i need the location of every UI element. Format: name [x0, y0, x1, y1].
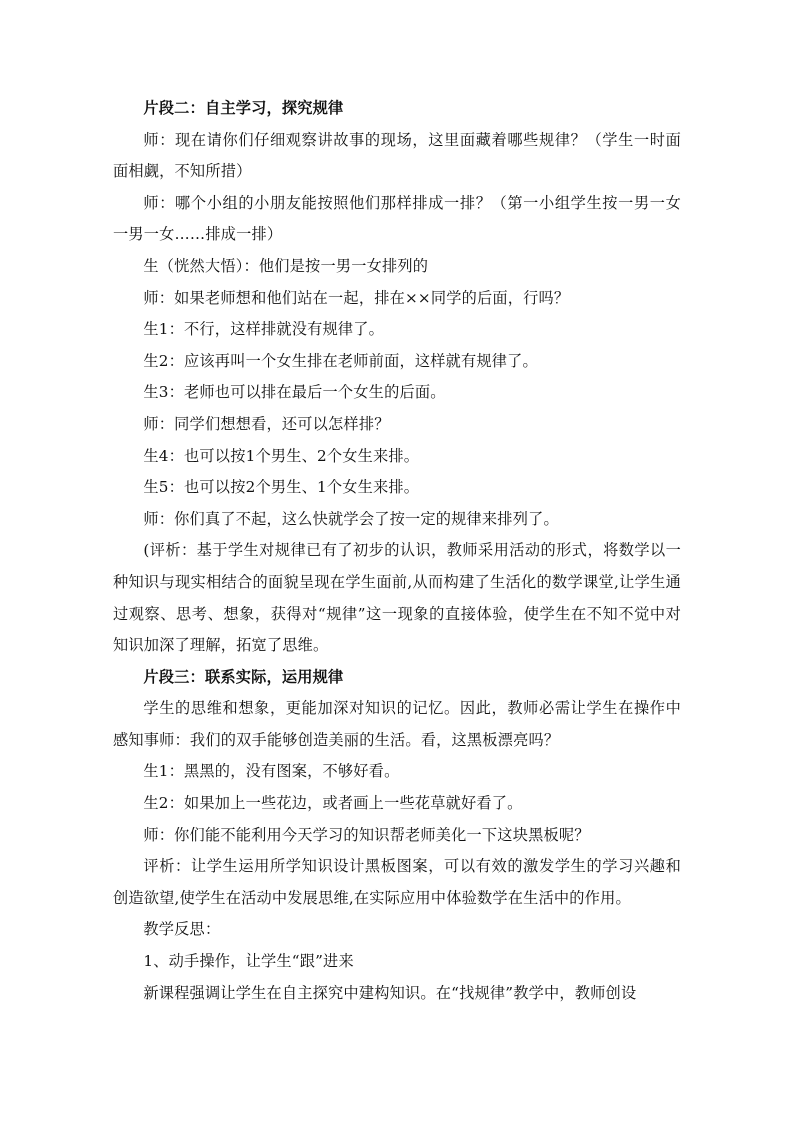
paragraph: 生（恍然大悟）：他们是按一男一女排列的 [143, 256, 429, 275]
section-heading-3: 片段三：联系实际，运用规律 [143, 667, 344, 686]
paragraph: 新课程强调让学生在自主探究中建构知识。在“找规律”教学中，教师创设 [143, 983, 637, 1002]
paragraph: 师：你们真了不起，这么快就学会了按一定的规律来排列了。 [143, 509, 559, 528]
paragraph: 师：如果老师想和他们站在一起，排在××同学的后面，行吗？ [143, 288, 570, 307]
paragraph: 生1：不行，这样排就没有规律了。 [143, 320, 385, 339]
paragraph: 师：哪个小组的小朋友能按照他们那样排成一排？（第一小组学生按一男一女一男一女……排成一排） [113, 193, 681, 244]
paragraph: 师：同学们想想看，还可以怎样排？ [143, 414, 390, 433]
reflection-heading: 教学反思： [143, 920, 221, 939]
paragraph: 师：你们能不能利用今天学习的知识帮老师美化一下这块黑板呢？ [143, 825, 590, 844]
section-heading-2: 片段二：自主学习，探究规律 [143, 99, 344, 117]
paragraph: 生2：如果加上一些花边，或者画上一些花草就好看了。 [143, 794, 523, 813]
paragraph: 学生的思维和想象，更能加深对知识的记忆。因此，教师必需让学生在操作中感知事师：我们的双手能够创造美丽的生活。看，这黑板漂亮吗？ [113, 699, 681, 749]
paragraph: 师：现在请你们仔细观察讲故事的现场，这里面藏着哪些规律？（学生一时面面相觑，不知所措） [113, 130, 681, 181]
document-page [113, 93, 681, 1009]
paragraph: 生3：老师也可以排在最后一个女生的后面。 [143, 383, 446, 402]
reflection-subheading: 1、动手操作，让学生“跟”进来 [143, 952, 354, 971]
paragraph: 生4：也可以按1个男生、2个女生来排。 [143, 446, 420, 465]
paragraph: 生5：也可以按2个男生、1个女生来排。 [143, 478, 420, 497]
commentary-paragraph: 评析：让学生运用所学知识设计黑板图案，可以有效的激发学生的学习兴趣和创造欲望,使学生在活动中发展思维,在实际应用中体验数学在生活中的作用。 [113, 857, 681, 907]
paragraph: 生1：黑黑的，没有图案，不够好看。 [143, 762, 400, 781]
commentary-paragraph: (评析：基于学生对规律已有了初步的认识，教师采用活动的形式，将数学以一种知识与现实相结合的面貌呈现在学生面前,从而构建了生活化的数学课堂,让学生通过观察、思考、想象，获得对“规律”这一现象的直接体验，使学生在不知不觉中对知识加深了理解，拓宽了思维。 [113, 541, 681, 655]
paragraph: 生2：应该再叫一个女生排在老师前面，这样就有规律了。 [143, 351, 538, 370]
